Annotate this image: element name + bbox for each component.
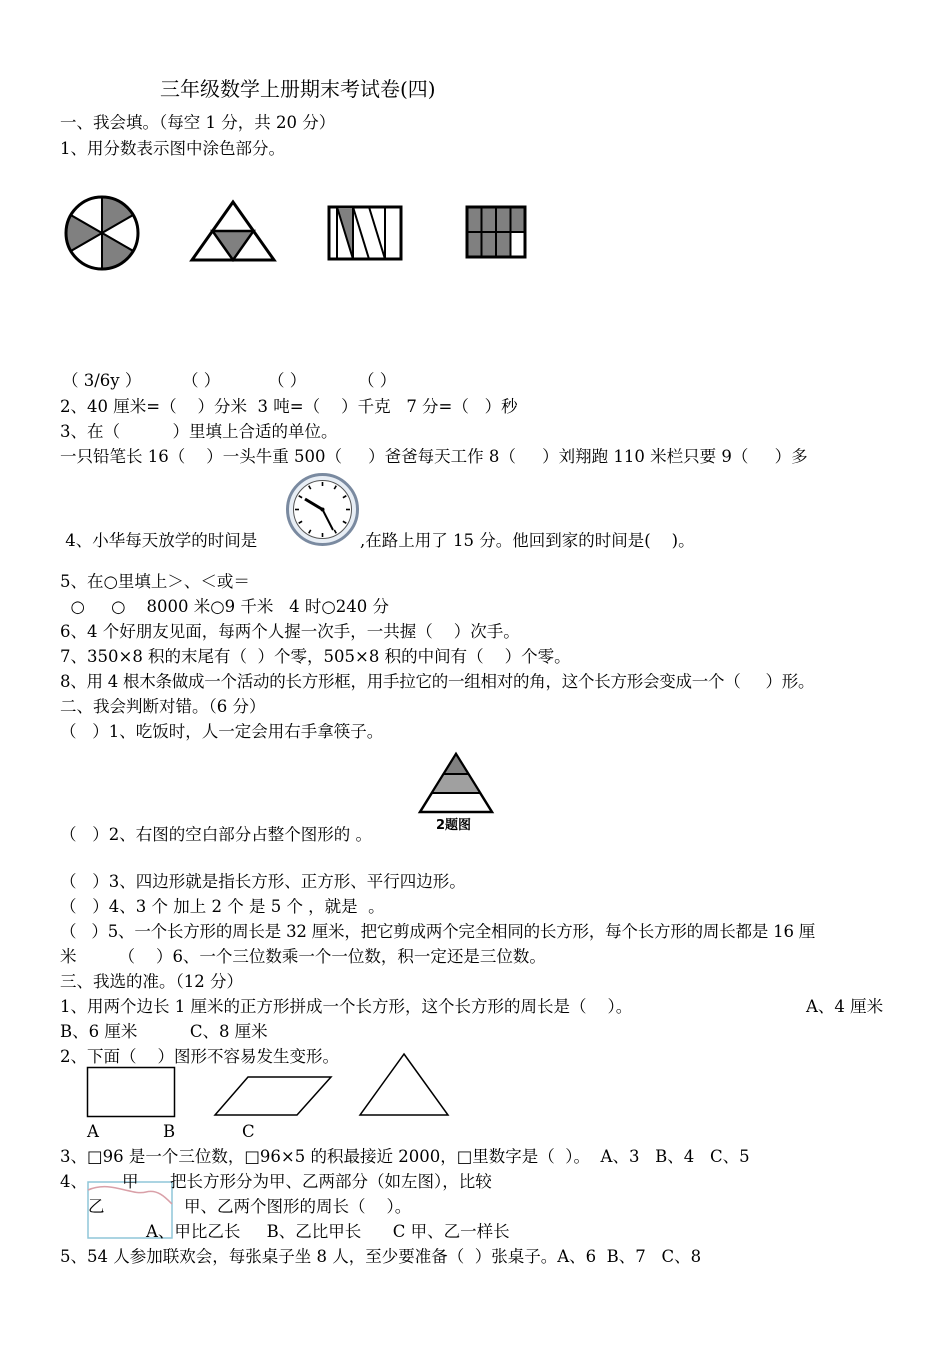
question-1-6: 6、4 个好朋友见面，每两个人握一次手，一共握（ ）次手。 xyxy=(60,622,520,641)
section1-heading: 一、我会填。（每空 1 分，共 20 分） xyxy=(60,113,336,132)
rectangle-shape xyxy=(86,1066,176,1118)
question-1-7: 7、350×8 积的末尾有（ ）个零，505×8 积的中间有（ ）个零。 xyxy=(60,647,571,666)
label-jia: 甲 xyxy=(122,1172,139,1191)
triangle-fraction-figure xyxy=(190,200,276,262)
choice-5: 5、54 人参加联欢会，每张桌子坐 8 人，至少要准备（ ）张桌子。A、6 B、7 C、8 xyxy=(60,1247,702,1266)
grid-fraction-figure xyxy=(465,205,527,259)
shape-label-c: C xyxy=(242,1122,255,1141)
figure-caption: 2题图 xyxy=(436,818,472,833)
choice-4: 把长方形分为甲、乙两部分（如左图），比较 xyxy=(170,1172,492,1191)
answer-blank-3[interactable]: （ ） xyxy=(268,371,307,390)
question-1-2: 2、40 厘米=（ ）分米 3 吨=（ ）千克 7 分=（ ）秒 xyxy=(60,397,518,416)
judge-5: （ ）5、一个长方形的周长是 32 厘米，把它剪成两个完全相同的长方形，每个长方形的周长都是 16 厘 xyxy=(60,922,816,941)
triangle-shape xyxy=(358,1053,450,1117)
shape-label-b: B xyxy=(163,1122,176,1141)
question-1-8: 8、用 4 根木条做成一个活动的长方形框，用手拉它的一组相对的角，这个长方形会变成一个（ ）形。 xyxy=(60,672,815,691)
label-yi: 乙 xyxy=(88,1197,105,1216)
triangle-layers-figure xyxy=(418,752,494,814)
choice-4-cont: 甲、乙两个图形的周长（ ）。 xyxy=(184,1197,412,1216)
question-1-4-cont: ,在路上用了 15 分。他回到家的时间是( )。 xyxy=(360,531,695,550)
answer-blank-1[interactable]: （ 3/6y ） xyxy=(62,371,142,390)
circle-fraction-figure xyxy=(64,195,140,271)
choice-1-option-a: A、4 厘米 xyxy=(806,997,884,1016)
judge-1: （ ）1、吃饭时，人一定会用右手拿筷子。 xyxy=(60,722,384,741)
parallelogram-fraction-figure xyxy=(327,205,403,261)
choice-4-options: A、甲比乙长 B、乙比甲长 C 甲、乙一样长 xyxy=(146,1222,510,1241)
question-1-4: 4、小华每天放学的时间是 xyxy=(60,531,258,550)
choice-3: 3、□96 是一个三位数，□96×5 的积最接近 2000，□里数字是（ ）。 A、3 B、4 C、5 xyxy=(60,1147,750,1166)
judge-6: 米 （ ）6、一个三位数乘一个一位数，积一定还是三位数。 xyxy=(60,947,546,966)
judge-4: （ ）4、3 个 加上 2 个 是 5 个 ，就是 。 xyxy=(60,897,385,916)
shape-label-a: A xyxy=(87,1122,99,1141)
answer-blank-4[interactable]: （ ） xyxy=(358,371,397,390)
judge-3: （ ）3、四边形就是指长方形、正方形、平行四边形。 xyxy=(60,872,466,891)
choice-1: 1、用两个边长 1 厘米的正方形拼成一个长方形，这个长方形的周长是（ ）。 xyxy=(60,997,633,1016)
choice-1-options: B、6 厘米 C、8 厘米 xyxy=(60,1022,268,1041)
choice-4-number: 4、 xyxy=(60,1172,87,1191)
question-1-1: 1、用分数表示图中涂色部分。 xyxy=(60,139,285,158)
choice-2: 2、下面（ ）图形不容易发生变形。 xyxy=(60,1047,339,1066)
page-title: 三年级数学上册期末考试卷(四) xyxy=(160,77,436,101)
question-1-5: 5、在○里填上＞、＜或＝ xyxy=(60,572,250,591)
question-1-5-line: ○ ○ 8000 米○9 千米 4 时○240 分 xyxy=(60,597,389,616)
section2-heading: 二、我会判断对错。（6 分） xyxy=(60,697,266,716)
judge-2: （ ）2、右图的空白部分占整个图形的 。 xyxy=(60,825,372,844)
clock-icon xyxy=(285,472,360,547)
section3-heading: 三、我选的准。（12 分） xyxy=(60,972,243,991)
question-1-3-line: 一只铅笔长 16（ ）一头牛重 500（ ）爸爸每天工作 8（ ）刘翔跑 110 米栏只要 9（ ）多 xyxy=(60,447,808,466)
parallelogram-shape xyxy=(213,1076,333,1116)
question-1-3: 3、在（ ）里填上合适的单位。 xyxy=(60,422,338,441)
answer-blank-2[interactable]: （ ） xyxy=(182,371,221,390)
